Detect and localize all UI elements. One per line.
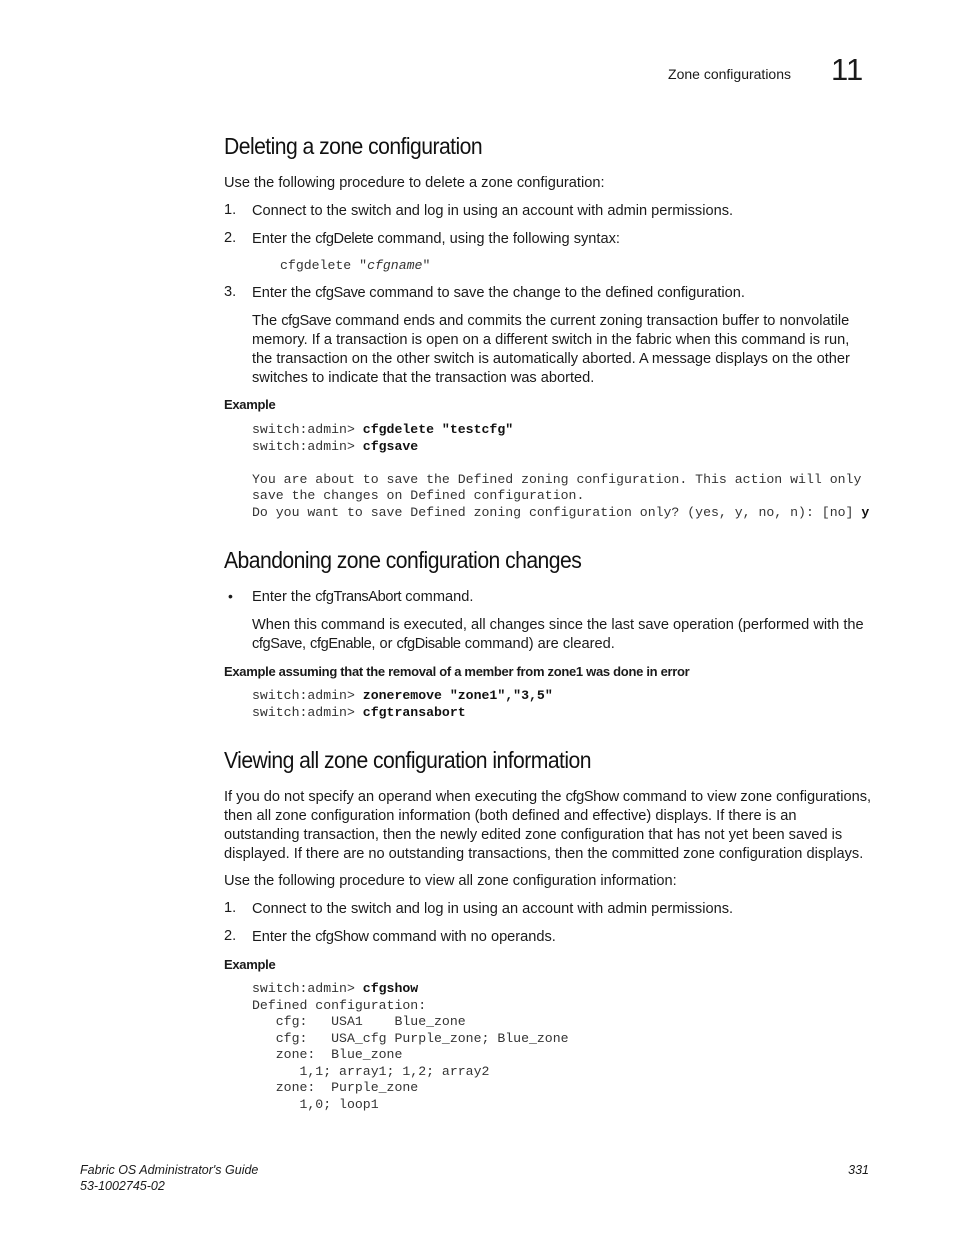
syntax-block: cfgdelete "cfgname": [280, 258, 431, 273]
footer-doc-title: Fabric OS Administrator's Guide: [80, 1163, 259, 1177]
step-text: Enter the cfgDelete command, using the following syntax:: [252, 231, 620, 247]
command-name: cfgShow: [315, 929, 369, 945]
step-number: 2.: [224, 928, 237, 944]
command-name: cfgSave: [281, 313, 332, 329]
example-label: Example: [224, 397, 276, 412]
command-name: cfgSave: [252, 636, 302, 652]
step-number: 1.: [224, 202, 237, 218]
step-number: 2.: [224, 230, 237, 246]
running-header-section: Zone configurations: [668, 66, 791, 82]
example-label: Example: [224, 957, 276, 972]
step-number: 1.: [224, 900, 237, 916]
footer-page-number: 331: [848, 1163, 869, 1177]
syntax-argument: cfgname: [367, 258, 423, 273]
command-name: cfgSave: [315, 285, 366, 301]
chapter-number: 11: [831, 52, 864, 87]
paragraph: Use the following procedure to view all zone configuration information:: [224, 873, 677, 889]
paragraph: When this command is executed, all changes since the last save operation (performed with the cfgSave, cfgEnable, or cfgDisable command) are cleared.: [252, 617, 864, 652]
paragraph: If you do not specify an operand when executing the cfgShow command to view zone configurations, then all zone configuration information (both defined and effective) displays. If there is an outstanding transaction, then the newly edited zone configuration that has not yet been saved is displayed. If there are no outstanding transactions, then the committed zone configuration displays.: [224, 789, 872, 862]
step-text: Connect to the switch and log in using an account with admin permissions.: [252, 901, 734, 917]
footer-doc-number: 53-1002745-02: [80, 1179, 165, 1193]
step-text: Enter the cfgSave command to save the change to the defined configuration.: [252, 285, 745, 301]
code-example: switch:admin> cfgdelete "testcfg" switch:admin> cfgsave You are about to save the Defined zoning configuration. This action will only save the changes on Defined configuration. Do you want to save Defined zoning configuration only? (yes, y, no, n): [no] y: [252, 422, 870, 520]
command-name: cfgShow: [565, 789, 619, 805]
step-number: 3.: [224, 284, 237, 300]
paragraph: The cfgSave command ends and commits the current zoning transaction buffer to nonvolatile memory. If a transaction is open on a different switch in the fabric when this command is run, the transaction on the other switch is automatically aborted. A message displays on the other switches to indicate that the transaction was aborted.: [252, 313, 850, 386]
example-label: Example assuming that the removal of a member from zone1 was done in error: [224, 664, 690, 679]
section-title-viewing: Viewing all zone configuration information: [224, 747, 591, 773]
bullet-marker: •: [228, 588, 233, 604]
section-title-abandoning: Abandoning zone configuration changes: [224, 547, 582, 573]
list-item: Enter the cfgTransAbort command.: [252, 589, 474, 605]
step-text: Enter the cfgShow command with no operands.: [252, 929, 556, 945]
command-name: cfgEnable: [310, 636, 372, 652]
command-name: cfgDelete: [315, 231, 374, 247]
code-example: switch:admin> cfgshow Defined configuration: cfg: USA1 Blue_zone cfg: USA_cfg Purple_zone; Blue_zone zone: Blue_zone 1,1; array1; 1,2; array2 zone: Purple_zone 1,0; loop1: [252, 981, 569, 1112]
paragraph: Use the following procedure to delete a zone configuration:: [224, 175, 605, 191]
section-title-deleting: Deleting a zone configuration: [224, 133, 483, 159]
command-name: cfgDisable: [396, 636, 461, 652]
step-text: Connect to the switch and log in using an account with admin permissions.: [252, 203, 734, 219]
code-example: switch:admin> zoneremove "zone1","3,5" switch:admin> cfgtransabort: [252, 688, 553, 720]
command-name: cfgTransAbort: [315, 589, 402, 605]
